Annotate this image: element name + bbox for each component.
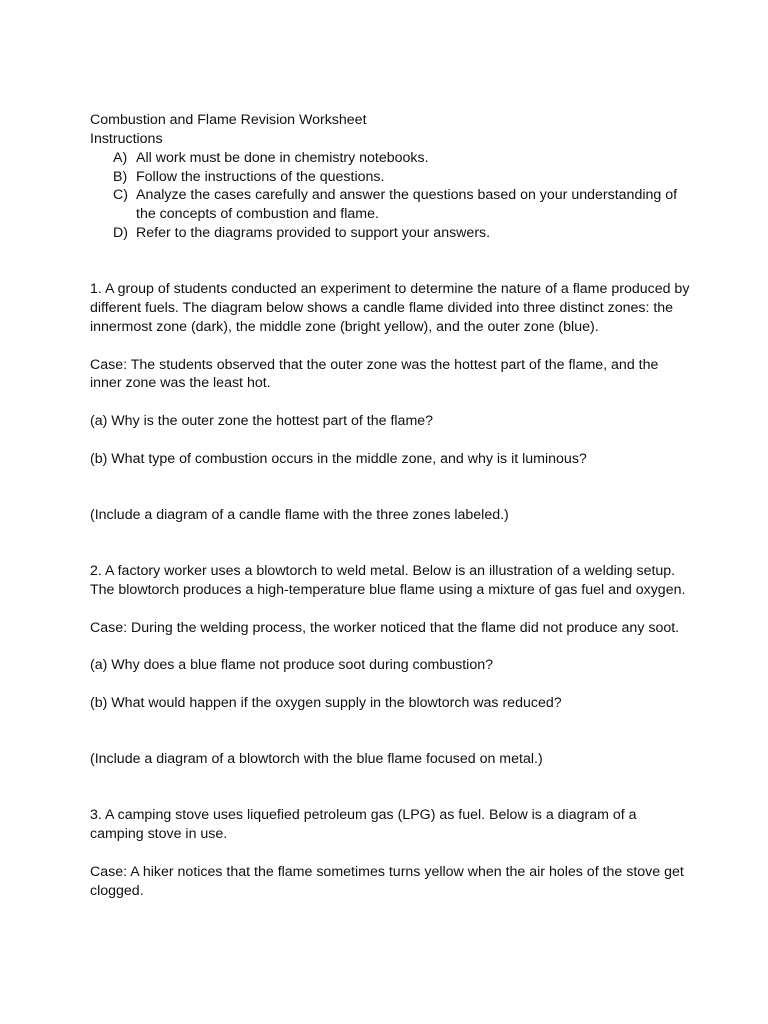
q2-diagram-note: (Include a diagram of a blowtorch with the blue flame focused on metal.) <box>90 751 543 767</box>
q3-case-line: Case: A hiker notices that the flame sometimes turns yellow when the air holes of the stove get <box>90 864 684 880</box>
q2-text-line: The blowtorch produces a high-temperature blue flame using a mixture of gas fuel and oxygen. <box>90 582 686 598</box>
instruction-marker: C) <box>113 187 128 203</box>
q2-text-line: 2. A factory worker uses a blowtorch to weld metal. Below is an illustration of a welding setup. <box>90 563 676 579</box>
document-title: Combustion and Flame Revision Worksheet <box>90 112 367 128</box>
q1-text-line: innermost zone (dark), the middle zone (bright yellow), and the outer zone (blue). <box>90 319 599 335</box>
instruction-marker: A) <box>113 150 128 166</box>
q3-text-line: 3. A camping stove uses liquefied petroleum gas (LPG) as fuel. Below is a diagram of a <box>90 807 637 823</box>
q1-case-line: Case: The students observed that the outer zone was the hottest part of the flame, and the <box>90 357 659 373</box>
instructions-heading: Instructions <box>90 131 163 147</box>
instruction-text: Analyze the cases carefully and answer the questions based on your understanding of the concepts of combustion and flame. <box>136 187 678 222</box>
q3-text-line: camping stove in use. <box>90 826 228 842</box>
instruction-text: Refer to the diagrams provided to support your answers. <box>136 225 491 241</box>
instruction-text: All work must be done in chemistry notebooks. <box>136 150 429 166</box>
q2-case: Case: During the welding process, the worker noticed that the flame did not produce any soot. <box>90 620 680 636</box>
instruction-text: Follow the instructions of the questions. <box>136 169 385 185</box>
q3-case-line: clogged. <box>90 883 144 899</box>
q1-diagram-note: (Include a diagram of a candle flame with the three zones labeled.) <box>90 507 509 523</box>
q1-part-b: (b) What type of combustion occurs in the middle zone, and why is it luminous? <box>90 451 587 467</box>
q1-case-line: inner zone was the least hot. <box>90 375 271 391</box>
q1-text-line: different fuels. The diagram below shows a candle flame divided into three distinct zones: the <box>90 300 674 316</box>
q2-part-a: (a) Why does a blue flame not produce soot during combustion? <box>90 657 493 673</box>
q2-part-b: (b) What would happen if the oxygen supply in the blowtorch was reduced? <box>90 695 562 711</box>
instruction-marker: B) <box>113 169 128 185</box>
q1-part-a: (a) Why is the outer zone the hottest part of the flame? <box>90 413 434 429</box>
instruction-marker: D) <box>113 225 128 241</box>
q1-text-line: 1. A group of students conducted an experiment to determine the nature of a flame produced by <box>90 281 690 297</box>
